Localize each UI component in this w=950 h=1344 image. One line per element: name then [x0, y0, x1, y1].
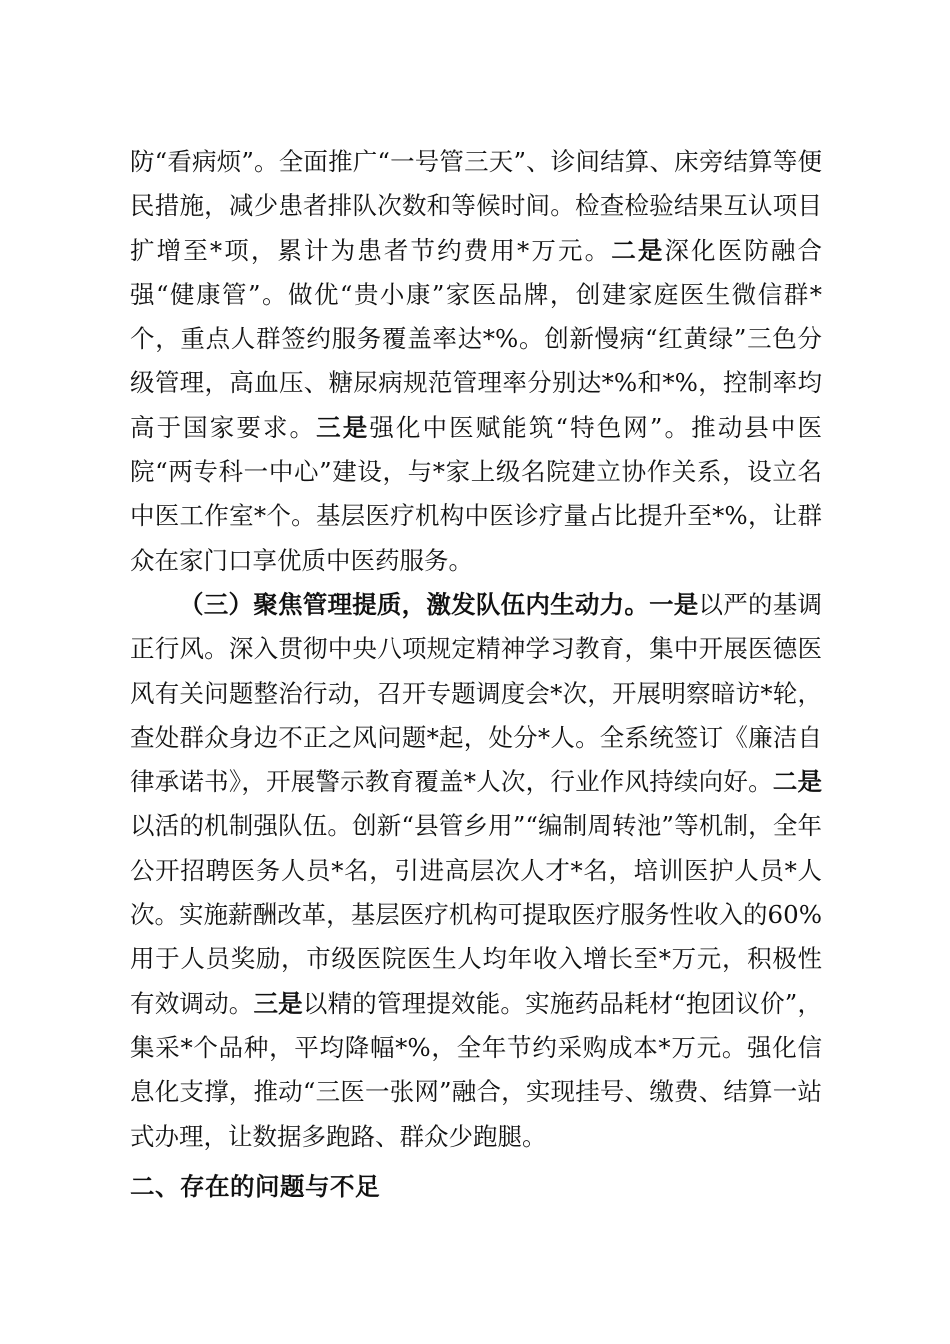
section-subtitle: （三）聚焦管理提质，激发队伍内生动力。 [179, 589, 650, 619]
paragraph-medical-services [130, 140, 822, 583]
ordinal-label: 二是 [611, 235, 665, 265]
paragraph-text: 防“看病烦”。全面推广“一号管三天”、诊间结算、床旁结算等便民措施，减少患者排队次数和等候时间。检查检验结果互认项目扩增至*项，累计为患者节约费用*万元。 [130, 147, 822, 265]
paragraph-text: 以活的机制强队伍。创新“县管乡用”“编制周转池”等机制，全年公开招聘医务人员*名，引进高层次人才*名，培训医护人员*人次。实施薪酬改革，基层医疗机构可提取医疗服务性收入的60%用于人员奖励，市级医院医生人均年收入增长至*万元，积极性有效调动。 [130, 811, 822, 1018]
ordinal-label: 三是 [316, 412, 370, 442]
paragraph-text: 深化医防融合强“健康管”。做优“贵小康”家医品牌，创建家庭医生微信群*个，重点人群签约服务覆盖率达*%。创新慢病“红黄绿”三色分级管理，高血压、糖尿病规范管理率分别达*%和*%，控制率均高于国家要求。 [130, 235, 823, 442]
section-heading: 二、存在的问题与不足 [130, 1171, 380, 1201]
ordinal-label: 三是 [253, 988, 303, 1018]
paragraph-text: 以严的基调正行风。深入贯彻中央八项规定精神学习教育，集中开展医德医风有关问题整治行动，召开专题调度会*次，开展明察暗访*轮，查处群众身边不正之风问题*起，处分*人。全系统签订《廉洁自律承诺书》，开展警示教育覆盖*人次，行业作风持续向好。 [130, 589, 823, 797]
ordinal-label: 二是 [772, 767, 823, 797]
paragraph-text: 强化中医赋能筑“特色网”。推动县中医院“两专科一中心”建设，与*家上级名院建立协作关系，设立名中医工作室*个。基层医疗机构中医诊疗量占比提升至*%，让群众在家门口享优质中医药服务。 [130, 412, 822, 575]
document-body [130, 140, 822, 1209]
paragraph-management [130, 583, 822, 1159]
paragraph-text: 以精的管理提效能。实施药品耗材“抱团议价”，集采*个品种，平均降幅*%，全年节约采购成本*万元。强化信息化支撑，推动“三医一张网”融合，实现挂号、缴费、结算一站式办理，让数据多跑路、群众少跑腿。 [130, 988, 823, 1151]
ordinal-label: 一是 [649, 589, 699, 619]
